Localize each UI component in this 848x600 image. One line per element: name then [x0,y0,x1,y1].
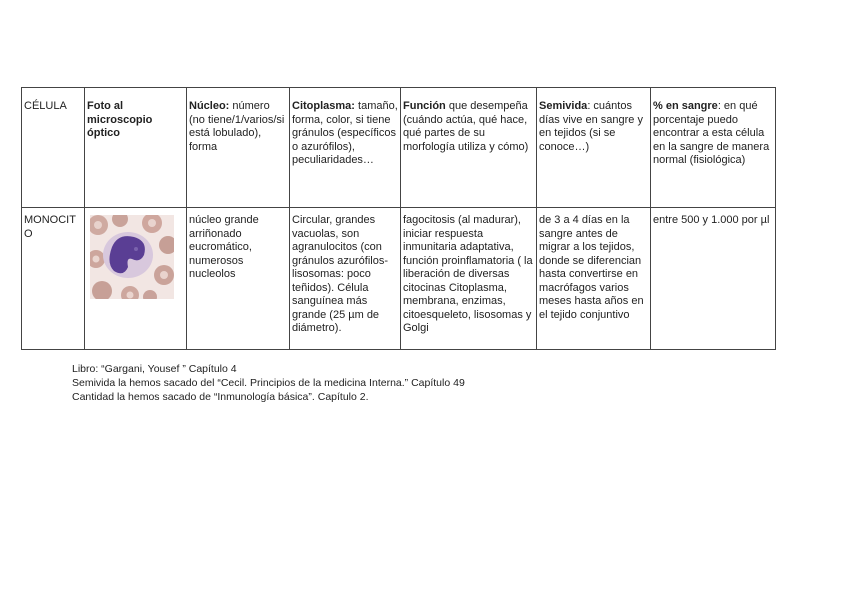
header-cell: CÉLULA [22,88,85,208]
halflife-cell: de 3 a 4 días en la sangre antes de migrar a los tejidos, donde se diferencian hasta convertirse en macrófagos varios meses hasta años en el tejido conjuntivo [537,208,651,350]
nucleus-cell: núcleo grande arriñonado eucromático, numerosos nucleolos [187,208,290,350]
header-cytoplasm: Citoplasma: tamaño, forma, color, si tiene gránulos (específicos o azurófilos), peculiaridades… [290,88,401,208]
percent-cell: entre 500 y 1.000 por µl [651,208,776,350]
cell-table [21,87,776,350]
header-halflife: Semivida: cuántos días vive en sangre y en tejidos (si se conoce…) [537,88,651,208]
reference-line: Libro: “Gargani, Yousef ” Capítulo 4 [72,363,237,375]
monocyte-micrograph [90,215,174,299]
table-row [22,208,776,350]
cell-name: MONOCITO [22,208,85,350]
photo-cell [85,208,187,350]
header-row [22,88,776,208]
reference-line: Semivida la hemos sacado del “Cecil. Principios de la medicina Interna.” Capítulo 49 [72,377,465,389]
reference-line: Cantidad la hemos sacado de “Inmunología básica”. Capítulo 2. [72,391,369,403]
references [72,362,465,404]
header-photo: Foto al microscopio óptico [85,88,187,208]
cytoplasm-cell: Circular, grandes vacuolas, son agranulocitos (con gránulos azurófilos-lisosomas: poco teñidos). Célula sanguínea más grande (25 µm de diámetro). [290,208,401,350]
header-function: Función que desempeña (cuándo actúa, qué hace, qué partes de su morfología utiliza y cómo) [401,88,537,208]
header-nucleus: Núcleo: número (no tiene/1/varios/si está lobulado), forma [187,88,290,208]
header-percent: % en sangre: en qué porcentaje puedo encontrar a esta célula en la sangre de manera normal (fisiológica) [651,88,776,208]
function-cell: fagocitosis (al madurar), iniciar respuesta inmunitaria adaptativa, función proinflamatoria ( la liberación de diversas citocinas Citoplasma, membrana, enzimas, citoesqueleto, lisosomas y Golgi [401,208,537,350]
